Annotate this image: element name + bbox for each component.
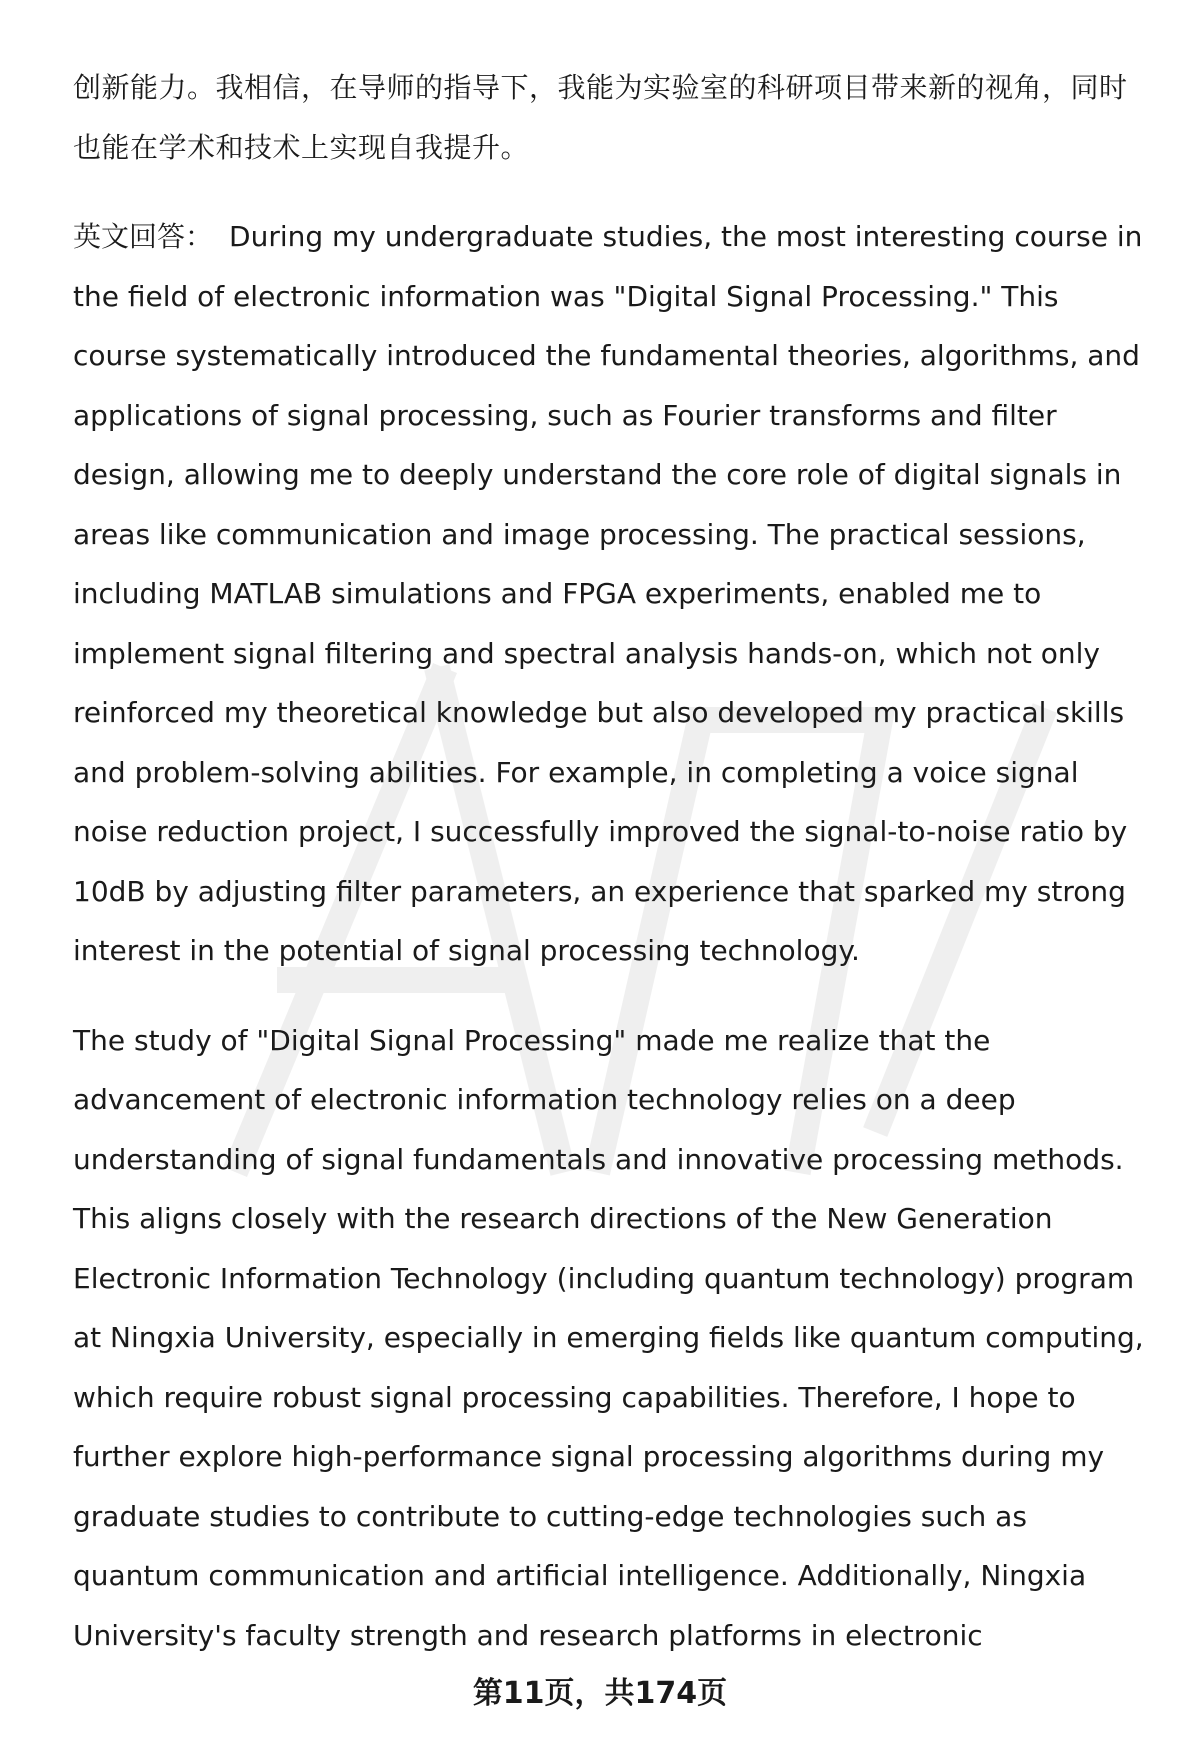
- answer-label: 英文回答：: [73, 220, 214, 253]
- paragraph-chinese-conclusion: 创新能力。我相信，在导师的指导下，我能为实验室的科研项目带来新的视角，同时也能在学术和技术上实现自我提升。: [73, 71, 1128, 164]
- answer-text: During my undergraduate studies, the most interesting course in the field of electronic information was "Digital Signal Processing." This course systematically introduced the fundamental theories, algorithms, and applications of signal processing, such as Fourier transforms and filter design, allowing me to deeply understand the core role of digital signals in areas like communication and image processing. The practical sessions, including MATLAB simulations and FPGA experiments, enabled me to implement signal filtering and spectral analysis hands-on, which not only reinforced my theoretical knowledge but also developed my practical skills and problem-solving abilities. For example, in completing a voice signal noise reduction project, I successfully improved the signal-to-noise ratio by 10dB by adjusting filter parameters, an experience that sparked my strong interest in the potential of signal processing technology.: [73, 220, 1143, 967]
- page-number: 第11页，共174页: [472, 1676, 728, 1711]
- paragraph-english-answer: [73, 207, 1153, 981]
- paragraph-english-continuation: The study of "Digital Signal Processing" made me realize that the advancement of electronic information technology relies on a deep understanding of signal fundamentals and innovative processing methods. This aligns closely with the research directions of the New Generation Electronic Information Technology (including quantum technology) program at Ningxia University, especially in emerging fields like quantum computing, which require robust signal processing capabilities. Therefore, I hope to further explore high-performance signal processing algorithms during my graduate studies to contribute to cutting-edge technologies such as quantum communication and artificial intelligence. Additionally, Ningxia University's faculty strength and research platforms in electronic: [73, 1023, 1144, 1652]
- document-body: [73, 58, 1153, 1665]
